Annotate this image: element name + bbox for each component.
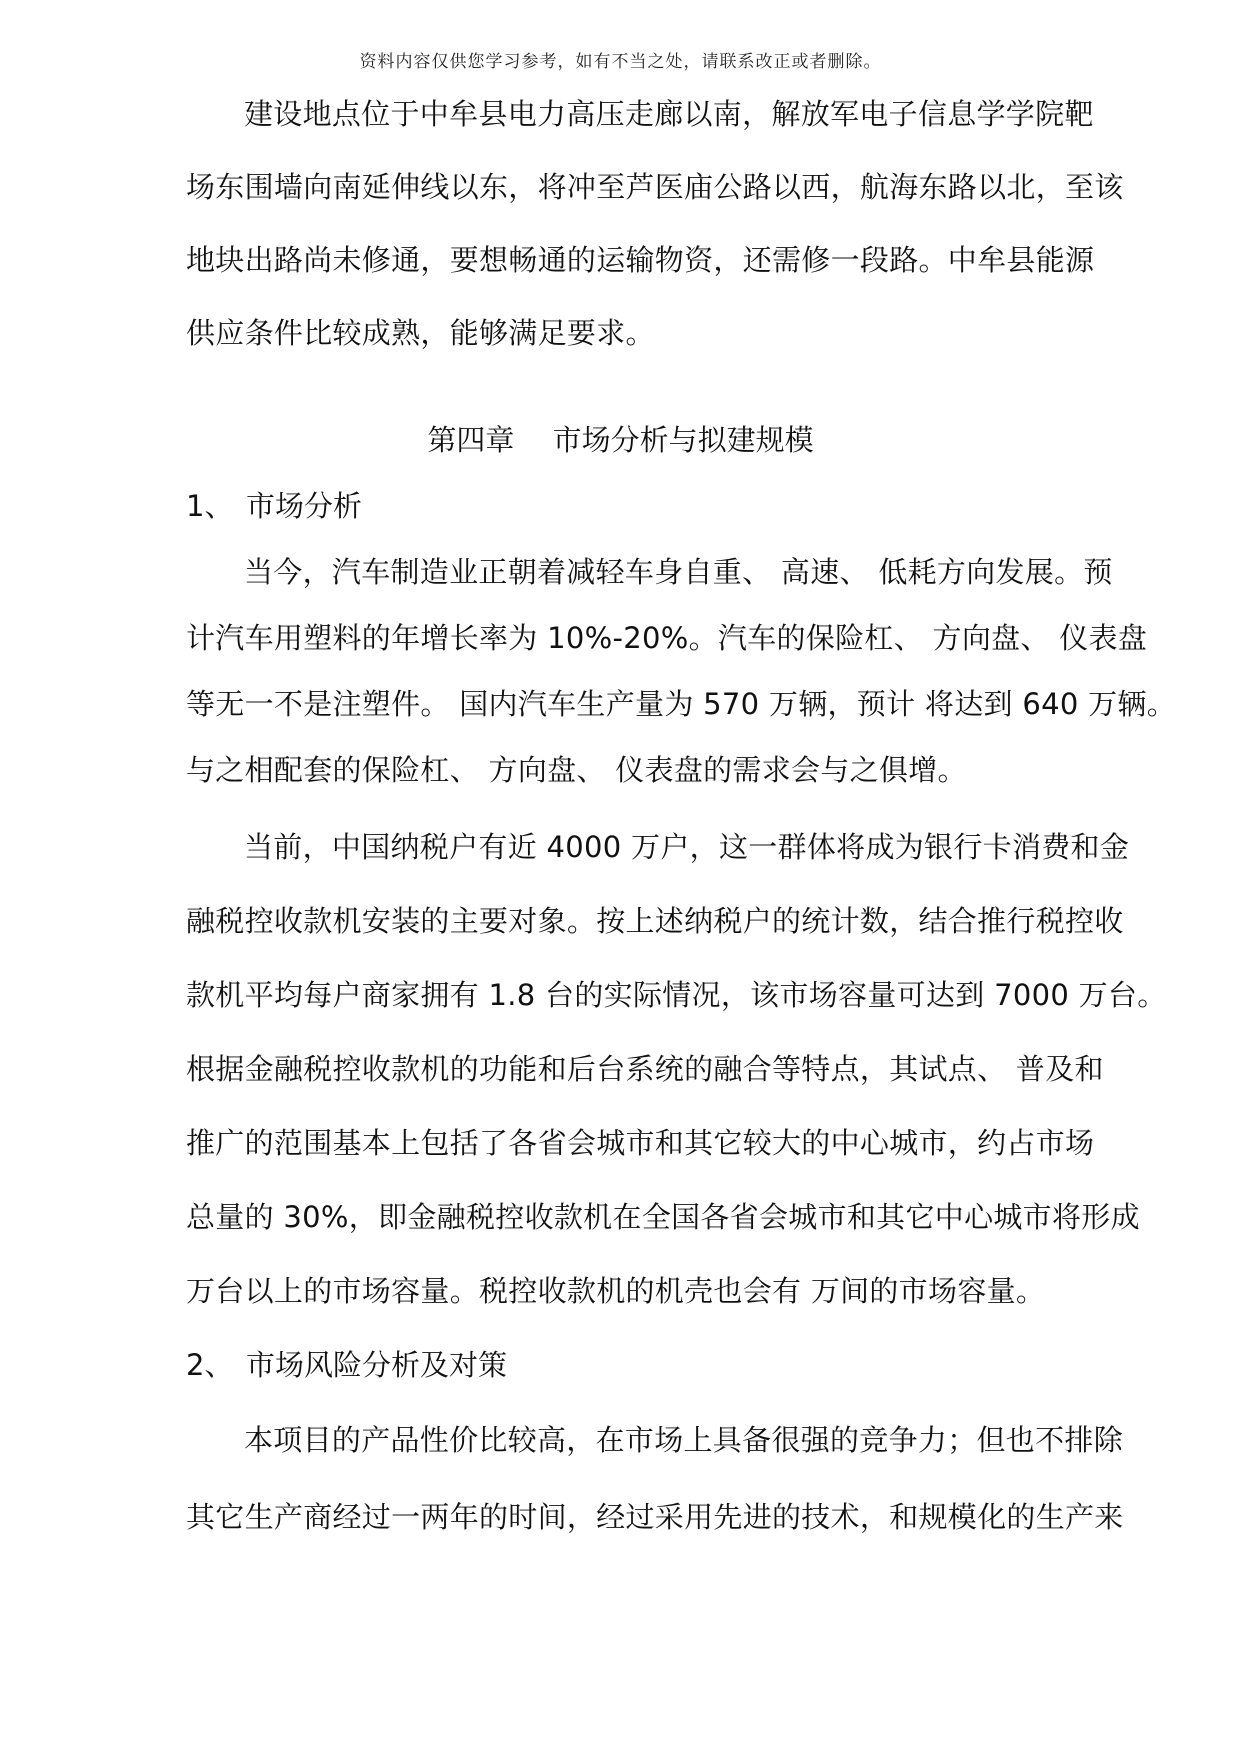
paragraph-line: 本项目的产品性价比较高，在市场上具备很强的竞争力；但也不排除 xyxy=(244,1423,1124,1457)
document-header-note: 资料内容仅供您学习参考，如有不当之处，请联系改正或者删除。 xyxy=(359,52,882,72)
paragraph-line: 其它生产商经过一两年的时间，经过采用先进的技术，和规模化的生产来 xyxy=(186,1500,1124,1534)
section-title: 市场风险分析及对策 xyxy=(246,1348,508,1382)
section-title: 市场分析 xyxy=(246,489,363,523)
paragraph-line: 与之相配套的保险杠、 方向盘、 仪表盘的需求会与之俱增。 xyxy=(186,753,967,787)
paragraph-line: 当今，汽车制造业正朝着减轻车身自重、 高速、 低耗方向发展。预 xyxy=(244,555,1113,589)
paragraph-line: 总量的 30%，即金融税控收款机在全国各省会城市和其它中心城市将形成 xyxy=(186,1200,1140,1234)
paragraph-line: 建设地点位于中牟县电力高压走廊以南，解放军电子信息学学院靶 xyxy=(244,97,1094,131)
paragraph-line: 根据金融税控收款机的功能和后台系统的融合等特点，其试点、 普及和 xyxy=(186,1052,1104,1086)
paragraph-line: 融税控收款机安装的主要对象。按上述纳税户的统计数，结合推行税控收 xyxy=(186,904,1124,938)
paragraph-line: 当前，中国纳税户有近 4000 万户，这一群体将成为银行卡消费和金 xyxy=(244,830,1130,864)
paragraph-line: 供应条件比较成熟，能够满足要求。 xyxy=(186,316,655,350)
paragraph-line: 场东围墙向南延伸线以东，将冲至芦医庙公路以西，航海东路以北，至该 xyxy=(186,170,1124,204)
paragraph-line: 计汽车用塑料的年增长率为 10%-20%。汽车的保险杠、 方向盘、 仪表盘 xyxy=(186,621,1148,655)
section-heading-1 xyxy=(186,486,362,526)
paragraph-line: 推广的范围基本上包括了各省会城市和其它较大的中心城市，约占市场 xyxy=(186,1126,1095,1160)
chapter-title: 第四章 市场分析与拟建规模 xyxy=(427,423,814,457)
paragraph-line: 地块出路尚未修通，要想畅通的运输物资，还需修一段路。中牟县能源 xyxy=(186,243,1095,277)
section-number: 1、 xyxy=(186,489,234,523)
paragraph-line: 等无一不是注塑件。 国内汽车生产量为 570 万辆，预计 将达到 640 万辆。 xyxy=(186,687,1177,721)
paragraph-line: 万台以上的市场容量。税控收款机的机壳也会有 万间的市场容量。 xyxy=(186,1274,1046,1308)
section-heading-2 xyxy=(186,1345,507,1385)
paragraph-line: 款机平均每户商家拥有 1.8 台的实际情况，该市场容量可达到 7000 万台。 xyxy=(186,978,1167,1012)
section-number: 2、 xyxy=(186,1348,234,1382)
